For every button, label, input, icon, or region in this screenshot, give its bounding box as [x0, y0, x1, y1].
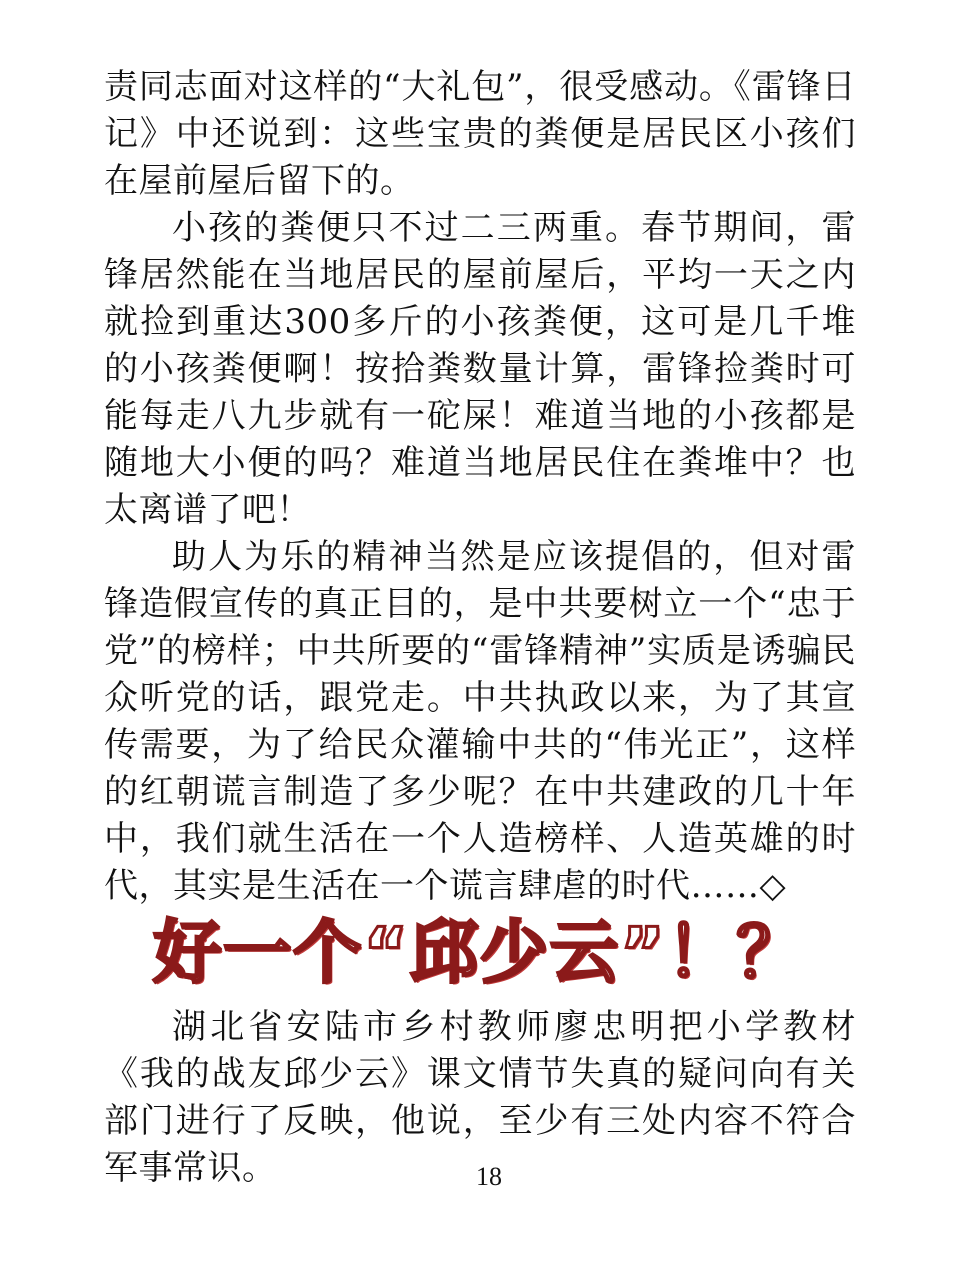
section-heading: 好一个“邱少云”！？	[153, 914, 807, 993]
paragraph-2: 小孩的粪便只不过二三两重。春节期间，雷锋居然能在当地居民的屋前屋后，平均一天之内就捡到重达300多斤的小孩粪便，这可是几千堆的小孩粪便啊！按拾粪数量计算，雷锋捡粪时可能每走八九步就有一砣屎！难道当地的小孩都是随地大小便的吗？难道当地居民住在粪堆中？也太离谱了吧！	[104, 208, 856, 530]
paragraph-3: 助人为乐的精神当然是应该提倡的，但对雷锋造假宣传的真正目的，是中共要树立一个“忠于党”的榜样；中共所要的“雷锋精神”实质是诱骗民众听党的话，跟党走。中共执政以来，为了其宣传需要，为了给民众灌输中共的“伟光正”，这样的红朝谎言制造了多少呢？在中共建政的几十年中，我们就生活在一个人造榜样、人造英雄的时代，其实是生活在一个谎言肆虐的时代……◇	[104, 537, 856, 906]
article-body	[104, 64, 856, 1192]
paragraph-4: 湖北省安陆市乡村教师廖忠明把小学教材《我的战友邱少云》课文情节失真的疑问向有关部门进行了反映，他说，至少有三处内容不符合军事常识。	[104, 1007, 856, 1188]
paragraph-1: 责同志面对这样的“大礼包”，很受感动。《雷锋日记》中还说到：这些宝贵的粪便是居民区小孩们在屋前屋后留下的。	[104, 67, 856, 201]
page-number: 18	[476, 1162, 502, 1191]
